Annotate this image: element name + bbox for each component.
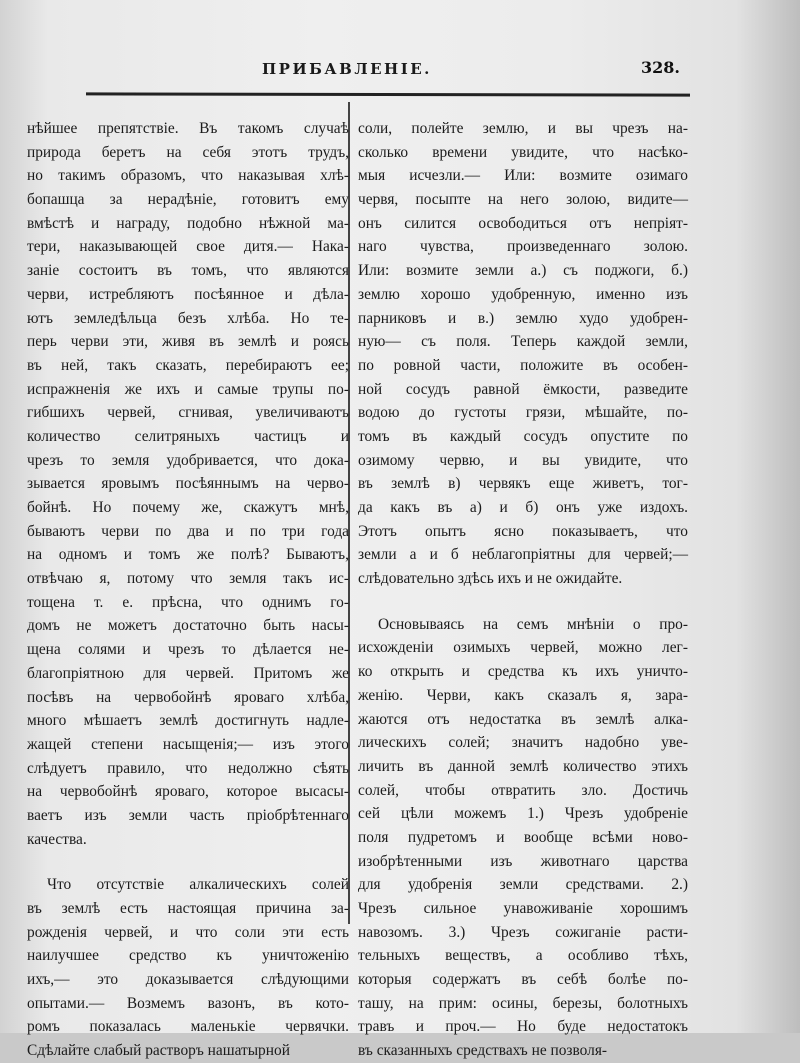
text-line: благопріятною для червей. Притомъ же	[27, 664, 349, 682]
text-line: тельныхъ веществъ, а особливо тѣхъ,	[358, 947, 688, 965]
text-line: сей цѣли можемъ 1.) Чрезъ удобреніе	[358, 805, 688, 823]
text-line: травъ и проч.— Но буде недостатокъ	[358, 1018, 688, 1036]
text-line: червя, посыпте на него золою, видите—	[358, 191, 688, 209]
text-line: перь черви эти, живя въ землѣ и роясь	[27, 333, 349, 351]
header-rule	[86, 92, 690, 96]
text-line: водою до густоты грязи, мѣшайте, по-	[358, 404, 688, 422]
text-line: озимому червю, и вы увидите, что	[358, 451, 688, 469]
text-line: въ ней, такъ сказать, перебираютъ ее;	[27, 356, 349, 374]
text-line: земли а и б неблагопріятны для червей;—	[358, 546, 688, 564]
text-line: домъ не можетъ достаточно быть насы-	[27, 617, 349, 635]
text-line: щена солями и чрезъ то дѣлается не-	[27, 641, 349, 659]
text-line: нѣйшее препятствіе. Въ такомъ случаѣ	[27, 120, 349, 137]
text-line: но такимъ образомъ, что наказывая хлѣ-	[27, 167, 349, 185]
text-line: ташу, на прим: осины, березы, болотныхъ	[358, 994, 688, 1012]
text-line: количество селитряныхъ частицъ и	[27, 427, 349, 445]
text-line: тери, наказывающей свое дитя.— Нака-	[27, 238, 349, 256]
text-line: исхожденіи озимыхъ червей, можно лег-	[358, 639, 688, 657]
text-line: изобрѣтенными изъ животнаго царства	[358, 852, 688, 870]
right-column	[358, 117, 688, 1063]
text-line: женію. Черви, какъ сказалъ я, зара-	[358, 686, 688, 704]
text-line: посѣвъ на червобойнѣ яроваго хлѣба,	[27, 688, 349, 706]
text-line: наилучшее средство къ уничтоженію	[27, 947, 349, 965]
text-line: въ землѣ в) червякъ еще живетъ, тог-	[358, 475, 688, 493]
text-line: Что отсутствіе алкалическихъ солей	[47, 876, 349, 894]
text-line: да какъ въ а) и б) онъ уже издохъ.	[358, 499, 688, 516]
text-line: много мѣшаетъ землѣ достигнуть надле-	[27, 712, 349, 730]
text-line: солей, чтобы отвратить зло. Достичь	[358, 781, 688, 799]
text-line: тощена т. е. прѣсна, что однимъ го-	[27, 593, 349, 611]
text-line: онъ силится освободиться отъ непріят-	[358, 214, 688, 232]
text-line: ютъ земледѣльца безъ хлѣба. Но те-	[27, 309, 349, 327]
text-line: для удобренія земли средствами. 2.)	[358, 876, 688, 894]
text-line: Этотъ опытъ ясно показываетъ, что	[358, 522, 688, 540]
right-paragraph-2	[358, 613, 688, 1063]
text-line: на червобойнѣ яроваго, которое высасы-	[27, 783, 349, 801]
text-line: парниковъ и в.) землю худо удобрен-	[358, 309, 688, 327]
text-line: на одномъ и томъ же полѣ? Бываютъ,	[27, 546, 349, 564]
text-line: испражненія же ихъ и самые трупы по-	[27, 380, 349, 398]
text-line: мыя исчезли.— Или: возмите озимаго	[358, 167, 688, 185]
text-line: Или: возмите земли а.) съ поджоги, б.)	[358, 262, 688, 280]
page-number: 328.	[641, 58, 680, 77]
text-line: личить въ данной землѣ количество этихъ	[358, 757, 688, 775]
text-line: Сдѣлайте слабый растворъ нашатырной	[27, 1042, 290, 1060]
text-line: жаются отъ недостатка въ землѣ алка-	[358, 710, 688, 728]
text-line: ихъ,— это доказывается слѣдующими	[27, 971, 349, 989]
text-line: томъ въ каждый сосудъ опустите по	[358, 427, 688, 445]
text-line: ко открыть и средства къ ихъ уничто-	[358, 663, 688, 681]
left-paragraph-1	[27, 117, 349, 851]
text-line: черви, истребляютъ посѣянное и дѣла-	[27, 285, 349, 303]
text-line: въ землѣ есть настоящая причина за-	[27, 900, 349, 917]
text-line: зывается яровымъ посѣяннымъ на черво-	[27, 475, 349, 493]
text-line: природа беретъ на себя этотъ трудъ,	[27, 143, 349, 161]
text-line: слѣдовательно здѣсь ихъ и не ожидайте.	[358, 570, 623, 588]
text-line: ную— съ поля. Теперь каждой земли,	[358, 333, 688, 351]
text-line: ной сосудъ равной ёмкости, разведите	[358, 380, 688, 398]
text-line: слѣдуетъ правило, что недолжно сѣять	[27, 759, 349, 777]
text-line: поля пудретомъ и вообще всѣми ново-	[358, 828, 688, 846]
text-line: чрезъ то земля удобривается, что дока-	[27, 451, 349, 469]
left-paragraph-2	[27, 873, 349, 1063]
text-line: опытами.— Возмемъ вазонъ, въ кото-	[27, 994, 349, 1012]
text-line: сколько времени увидите, что насѣко-	[358, 143, 688, 161]
right-paragraph-1	[358, 117, 688, 591]
text-line: бойнѣ. Но почему же, скажутъ мнѣ,	[27, 499, 349, 516]
text-line: ромъ показалась маленькіе червячки.	[27, 1018, 349, 1036]
text-line: Чрезъ сильное унавоживаніе хорошимъ	[358, 900, 688, 917]
text-line: Основываясь на семъ мнѣніи о про-	[378, 615, 688, 633]
text-line: гибшихъ червей, сгнивая, увеличиваютъ	[27, 404, 349, 422]
text-line: въ сказанныхъ средствахъ не позволя-	[358, 1042, 608, 1060]
text-line: которыя содержатъ въ себѣ болѣе по-	[358, 971, 688, 989]
text-line: по ровной части, положите въ особен-	[358, 356, 688, 374]
text-line: соли, полейте землю, и вы чрезъ на-	[358, 120, 688, 137]
left-column	[27, 117, 349, 1063]
text-line: отвѣчаю я, потому что земля такъ ис-	[27, 570, 349, 588]
text-line: наго чувства, произведеннаго золою.	[358, 238, 688, 256]
text-line: вмѣстѣ и награду, подобно нѣжной ма-	[27, 214, 349, 232]
running-header: ПРИБАВЛЕНІЕ.	[262, 60, 432, 78]
text-line: бопашца за нерадѣніе, готовитъ ему	[27, 191, 349, 209]
text-line: лическихъ солей; значитъ надобно уве-	[358, 734, 688, 752]
text-line: навозомъ. 3.) Чрезъ сожиганіе расти-	[358, 923, 688, 941]
text-line: заніе состоитъ въ томъ, что являются	[27, 262, 349, 280]
text-line: рожденія червей, и что соли эти есть	[27, 923, 349, 941]
text-line: бываютъ черви по два и по три года	[27, 522, 349, 540]
text-line: качества.	[27, 830, 87, 848]
text-line: землю хорошо удобренную, именно изъ	[358, 285, 688, 303]
text-line: жащей степени насыщенія;— изъ этого	[27, 735, 349, 753]
text-line: ваетъ изъ земли часть пріобрѣтеннаго	[27, 806, 349, 824]
